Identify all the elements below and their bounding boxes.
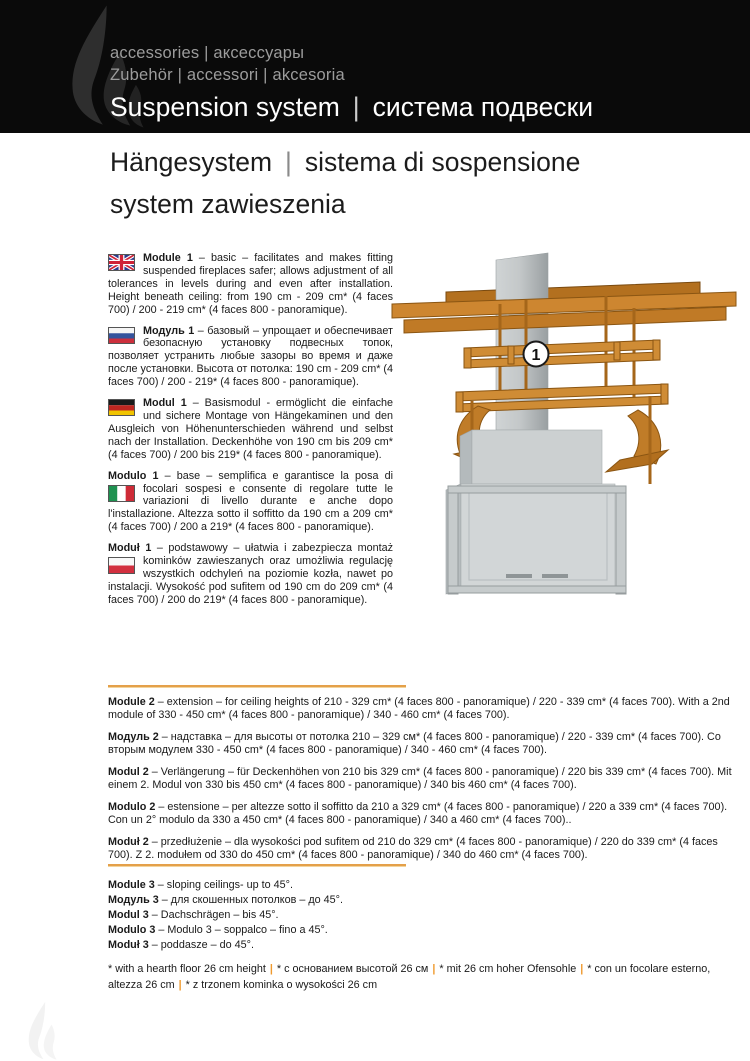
module1-de-lead: Modul 1	[143, 397, 187, 410]
accessories-line: accessories | аксессуары	[110, 44, 305, 62]
title-separator: |	[352, 92, 360, 122]
page-title-ru: система подвески	[372, 92, 594, 122]
module1-section	[108, 252, 393, 615]
footnote-separator: |	[178, 978, 182, 991]
footnote-separator: |	[269, 963, 273, 975]
module3-it-lead: Modulo 3	[108, 924, 156, 936]
footnote-pl: * z trzonem kominka o wysokości 26 cm	[185, 978, 378, 991]
page-subtitle	[110, 141, 580, 225]
module1-it-lead: Modulo 1	[108, 469, 159, 482]
module2-en-body: – extension – for ceiling heights of 210 - 329 cm* (4 faces 800 - panoramique) / 220 - 339 cm* (4 faces 700). With a 2nd module of 330 - 450 cm* (4 faces 800 - panoramique) / 340 - 460 cm* (4 faces 700).	[108, 696, 730, 721]
subtitle-separator: |	[285, 147, 292, 177]
fireplace-hood-front	[472, 430, 602, 484]
module2-it-body: – estensione – per altezze sotto il soffitto da 210 a 329 cm* (4 faces 800 - panoramique) / 220 a 339 cm* (4 faces 700). Con un 2° modulo da 330 a 450 cm* (4 faces 800 - panoramique) / 340 a 460 cm* (4 faces 700)..	[108, 801, 728, 826]
module1-de-body: – Basismodul - ermöglicht die einfache und sichere Montage von Hängekaminen und den Ausgleich von Höhenunterschieden während und selbst nach der Installation. Deckenhöhe von 190 cm bis 209 cm* (4 faces 700) / 200 bis 219* (4 faces 800 - panoramique).	[108, 397, 393, 461]
module1-paragraph-pl	[108, 542, 393, 607]
module3-en-lead: Module 3	[108, 879, 155, 891]
module1-paragraph-de	[108, 397, 393, 462]
module2-ru-lead: Модуль 2	[108, 731, 159, 743]
module2-paragraph-ru	[108, 731, 742, 757]
firebox-vent-left	[506, 574, 532, 578]
module3-item-en	[108, 878, 742, 893]
footnote-separator: |	[432, 963, 436, 975]
module3-pl-lead: Moduł 3	[108, 939, 149, 951]
footnote-en: * with a hearth floor 26 cm height	[108, 963, 266, 975]
module3-en-body: – sloping ceilings- up to 45°.	[154, 879, 293, 891]
fireplace-hood-side	[460, 430, 472, 490]
section-divider	[108, 685, 406, 688]
module3-section	[108, 878, 742, 953]
subtitle-line1	[110, 141, 580, 183]
module1-en-lead: Module 1	[143, 252, 193, 264]
module2-paragraph-pl	[108, 836, 742, 862]
subtitle-it: sistema di sospensione	[304, 147, 581, 177]
footnote-de: * mit 26 cm hoher Ofensohle	[439, 963, 577, 975]
module2-paragraph-de	[108, 766, 742, 792]
module3-de-body: – Dachschrägen – bis 45°.	[148, 909, 279, 921]
module2-section	[108, 696, 742, 871]
module1-ru-lead: Модуль 1	[143, 324, 195, 337]
module2-pl-body: – przedłużenie – dla wysokości pod sufitem od 210 do 329 cm* (4 faces 800 - panoramique) / 220 do 339 cm* (4 faces 700). Z 2. modułem od 330 do 450 cm* (4 faces 800 - panoramique) / 340 do 460 cm* (4 faces 700).	[108, 836, 718, 861]
module3-item-ru	[108, 893, 742, 908]
module1-pl-body1: – podstawowy – ułatwia i zabezpiecza montaż kominków zawieszanych oraz umożliwia	[143, 542, 393, 568]
module3-ru-body: – для скошенных потолков – до 45°.	[158, 894, 343, 906]
page-header	[0, 0, 750, 133]
subtitle-line2: system zawieszenia	[110, 189, 346, 219]
module2-ru-body: – надставка – для высоты от потолка 210 – 329 см* (4 faces 800 - panoramique) / 220 - 339 cm* (4 faces 700). Со вторым модулем 330 - 450 cm* (4 faces 800 - panoramique) / 340 - 460 cm* (4 faces 700).	[108, 731, 721, 756]
section-divider	[108, 864, 406, 867]
module1-en-body: – basic – facilitates and makes fitting suspended fireplaces safer; allows adjustment of all tolerances in levels during and even after installation. Height beneath ceiling: from 190 cm - 209 cm* (4 faces 700) / 200 - 219 cm* (4 faces 800 - panoramique).	[108, 252, 393, 316]
footnote	[108, 962, 742, 993]
module3-it-body: – Modulo 3 – soppalco – fino a 45°.	[155, 924, 328, 936]
module3-pl-body: – poddasze – do 45°.	[148, 939, 254, 951]
module2-en-lead: Module 2	[108, 696, 155, 708]
module1-pl-lead: Moduł 1	[108, 542, 152, 555]
firebox-front	[461, 484, 615, 588]
flag-italy-icon	[108, 485, 135, 502]
flag-germany-icon	[108, 399, 135, 416]
flag-poland-icon	[108, 557, 135, 574]
suspension-frame-upper	[464, 340, 660, 368]
module3-item-de	[108, 908, 742, 923]
module1-ru-body: – базовый – упрощает и обеспечивает безопасную установку подвесных топок, позволяет устранить любые зазоры во время и даже после установки. Высота от потолка: 190 cm - 209 cm* (4 faces 700) / 200 - 219* (4 faces 800 - panoramique).	[108, 324, 393, 389]
module3-ru-lead: Модуль 3	[108, 894, 159, 906]
firebox-vent-right	[542, 574, 568, 578]
watermark-flame-icon	[16, 1001, 68, 1061]
flag-uk-icon	[108, 254, 135, 271]
module1-paragraph-it	[108, 470, 393, 535]
subtitle-de: Hängesystem	[110, 147, 273, 177]
footnote-it: * con un focolare esterno, altezza 26 cm	[108, 963, 711, 991]
module3-de-lead: Modul 3	[108, 909, 149, 921]
module2-pl-lead: Moduł 2	[108, 836, 149, 848]
module1-paragraph-ru	[108, 325, 393, 390]
module1-paragraph-en	[108, 252, 393, 317]
footnote-ru: * с основанием высотой 26 см	[276, 963, 429, 975]
module2-paragraph-en	[108, 696, 742, 722]
languages-line: Zubehör | accessori | akcesoria	[110, 66, 345, 84]
module1-pl-body2: regulację wszystkich odchyleń na poziomie kozła, nawet po instalacji. Wysokość pod sufitem od 190 cm do 209 cm* (4 faces 700) / 200 do 219* (4 faces 800 - panoramique).	[108, 555, 393, 606]
module2-de-body: – Verlängerung – für Deckenhöhen von 210 bis 329 cm* (4 faces 800 - panoramique) / 220 bis 339 cm* (4 faces 700). Mit einem 2. Modul von 330 bis 450 cm* (4 faces 800 - panoramique) / 340 bis 460 cm* (4 faces 700).	[108, 766, 732, 791]
suspension-frame-lower	[456, 384, 668, 412]
module3-item-it	[108, 923, 742, 938]
module-1-badge-number: 1	[531, 347, 541, 364]
footnote-separator: |	[580, 963, 584, 975]
module2-it-lead: Modulo 2	[108, 801, 156, 813]
page-title	[110, 92, 593, 123]
product-illustration	[388, 246, 742, 598]
module2-paragraph-it	[108, 801, 742, 827]
module1-it-body1: – base – semplifica e garantisce la posa di focolari sospesi e consente di regolare tutte le	[143, 469, 393, 495]
module-1-badge	[524, 342, 549, 367]
page-title-en: Suspension system	[110, 92, 340, 122]
flag-russia-icon	[108, 327, 135, 344]
module2-de-lead: Modul 2	[108, 766, 149, 778]
module3-item-pl	[108, 938, 742, 953]
module1-it-body2: variazioni di livello durante e anche dopo l'installazione. Altezza sotto il soffitto da 190 cm a 209 cm* (4 faces 700) / 200 a 219* (4 faces 800 - panoramique).	[108, 495, 393, 534]
